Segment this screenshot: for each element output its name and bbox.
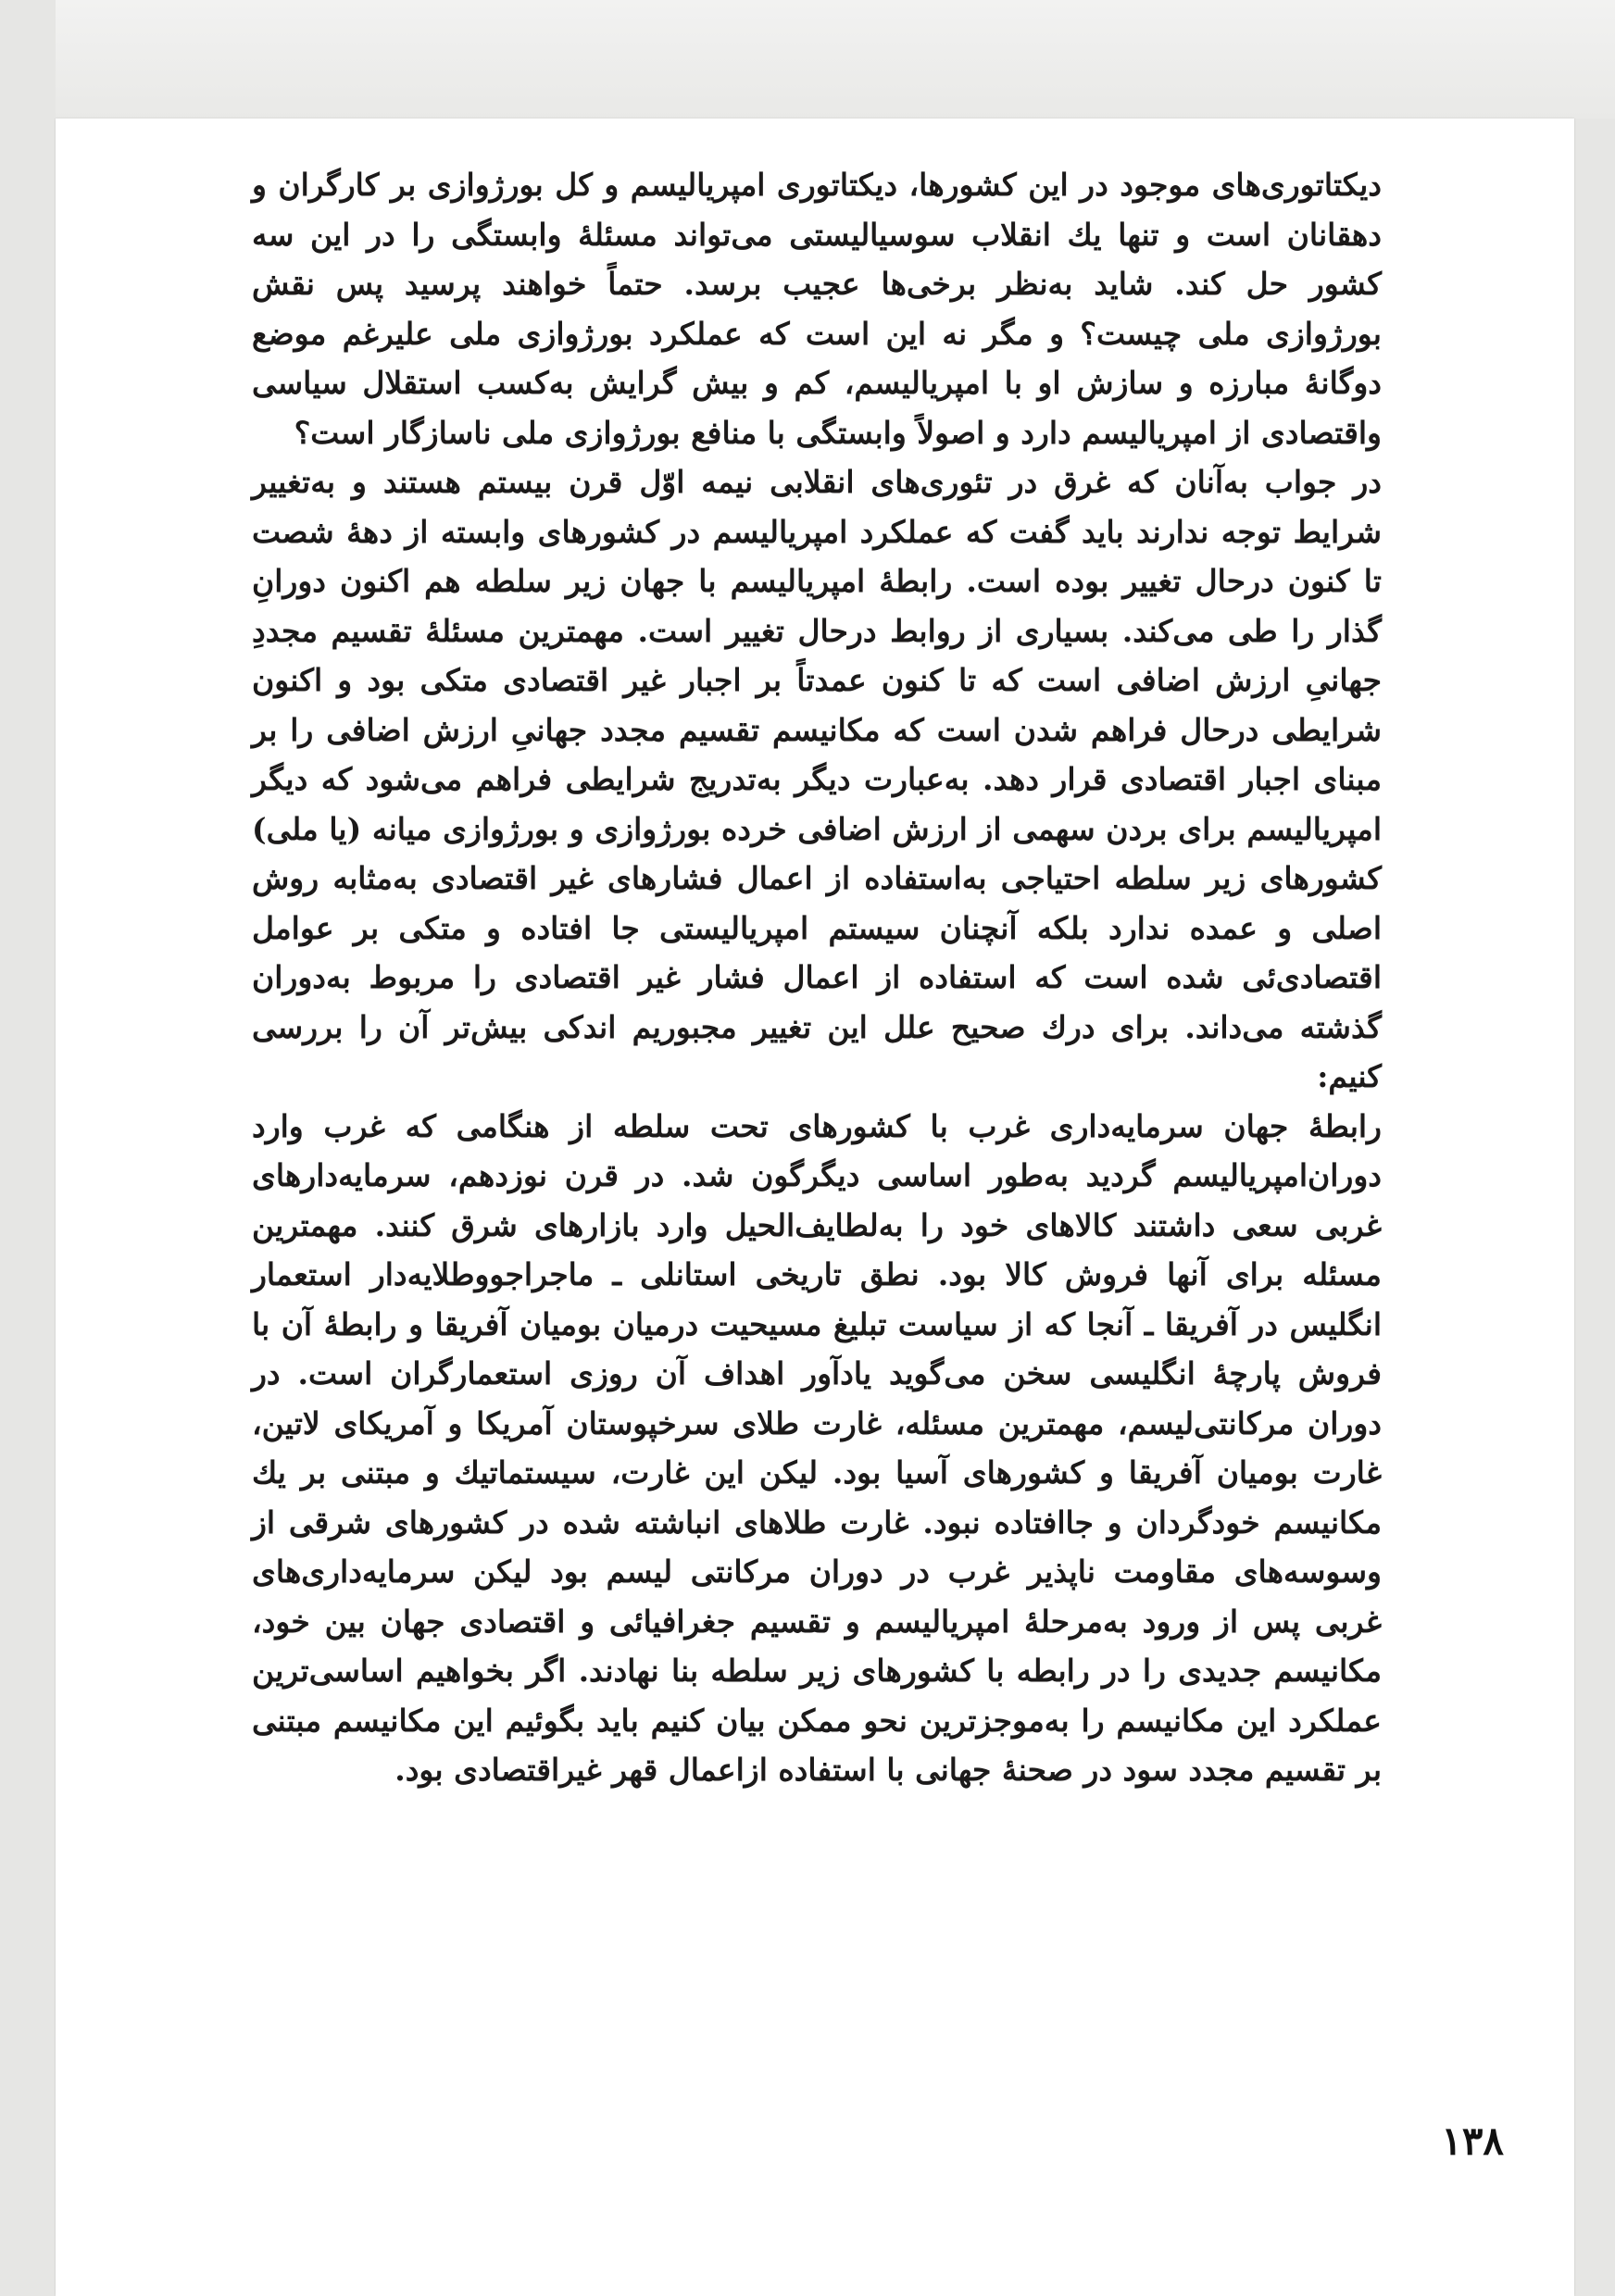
paragraph-3: رابطهٔ جهان سرمایه‌داری غرب با کشورهای تحت سلطه از هنگامی که غرب وارد دوران‌امپریالیسم گردید به‌طور اساسی دیگرگون شد. در قرن نوزدهم، سرمایه‌دارهای غربی سعی داشتند کالاهای خود را به‌لطایف‌الحیل وارد بازارهای شرق کنند. مهمترین مسئله برای آنها فروش کالا بود. نطق تاریخی استانلی ـ ماجراجووطلایه‌دار استعمار انگلیس در آفریقا ـ آنجا که از سیاست تبلیغ مسیحیت درمیان بومیان آفریقا و رابطهٔ آن با فروش پارچهٔ انگلیسی سخن می‌گوید یادآور اهداف آن روزی استعمارگران است. در دوران مرکانتی‌لیسم، مهمترین مسئله، غارت طلای سرخپوستان آمریکا و آمریکای لاتین، غارت بومیان آفریقا و کشورهای آسیا بود. لیکن این غارت، سیستماتیك و مبتنی بر یك مکانیسم خودگردان و جاافتاده نبود. غارت طلاهای انباشته شده در کشورهای شرقی از وسوسه‌های مقاومت ناپذیر غرب در دوران مرکانتی لیسم بود لیکن سرمایه‌داری‌های غربی پس از ورود به‌مرحلهٔ امپریالیسم و تقسیم جغرافیائی و اقتصادی جهان بین خود، مکانیسم جدیدی را در رابطه با کشورهای زیر سلطه بنا نهادند. اگر بخواهیم اساسی‌ترین عملکرد این مکانیسم را به‌موجزترین نحو ممکن بیان کنیم باید بگوئیم این مکانیسم مبتنی بر تقسیم مجدد سود در صحنهٔ جهانی با استفاده ازاعمال قهر غیراقتصادی بود. xyxy=(252,1107,1382,1788)
page-number: ۱۳۸ xyxy=(1441,2118,1504,2164)
paragraph-1: دیکتاتوری‌های موجود در این کشورها، دیکتاتوری امپریالیسم و کل بورژوازی بر کارگران و دهقانان است و تنها یك انقلاب سوسیالیستی می‌تواند مسئلهٔ وابستگی را در این سه کشور حل کند. شاید به‌نظر برخی‌ها عجیب برسد. حتماً خواهند پرسید پس نقش بورژوازی ملی چیست؟ و مگر نه این است که عملکرد بورژوازی ملی علیرغم موضع دوگانهٔ مبارزه و سازش او با امپریالیسم، کم و بیش گرایش به‌کسب استقلال سیاسی واقتصادی از امپریالیسم دارد و اصولاً وابستگی با منافع بورژوازی ملی ناسازگار است؟ xyxy=(252,167,1382,451)
scanner-top-strip xyxy=(56,0,1615,119)
book-page xyxy=(56,119,1574,2296)
page-body-text xyxy=(252,160,1382,1795)
paragraph-2: در جواب به‌آنان که غرق در تئوری‌های انقلابی نیمه اوّل قرن بیستم هستند و به‌تغییر شرایط توجه ندارند باید گفت که عملکرد امپریالیسم در کشورهای وابسته از دههٔ شصت تا کنون درحال تغییر بوده است. رابطهٔ امپریالیسم با جهان زیر سلطه هم اکنون دورانِ گذار را طی می‌کند. بسیاری از روابط درحال تغییر است. مهمترین مسئلهٔ تقسیم مجددِ جهانیِ ارزش اضافی است که تا کنون عمدتاً بر اجبار غیر اقتصادی متکی بود و اکنون شرایطی درحال فراهم شدن است که مکانیسم تقسیم مجدد جهانیِ ارزش اضافی را بر مبنای اجبار اقتصادی قرار دهد. به‌عبارت دیگر به‌تدریج شرایطی فراهم می‌شود که دیگر امپریالیسم برای بردن سهمی از ارزش اضافی خرده بورژوازی و بورژوازی میانه (یا ملی) کشورهای زیر سلطه احتیاجی به‌استفاده از اعمال فشارهای غیر اقتصادی به‌مثابه روش اصلی و عمده ندارد بلکه آنچنان سیستم امپریالیستی جا افتاده و متکی بر عوامل اقتصادی‌ئی شده است که استفاده از اعمال فشار غیر اقتصادی را مربوط به‌دوران گذشته می‌داند. برای درك صحیح علل این تغییر مجبوریم اندکی بیش‌تر آن را بررسی کنیم: xyxy=(252,464,1382,1094)
